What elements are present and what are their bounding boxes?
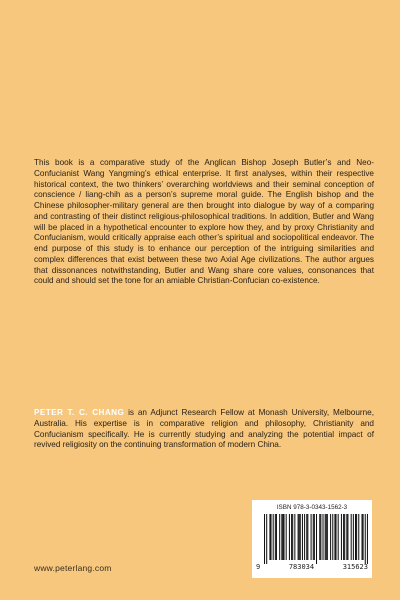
barcode-bar bbox=[273, 514, 274, 560]
barcode-bar bbox=[341, 514, 342, 560]
book-description: This book is a comparative study of the Anglican Bishop Joseph Butler’s and Neo-Confucianist Wang Yangming’s ethical enterprise. It first analyses, within their respective historical context, the two thinkers’ overarching worldviews and their seminal conception of conscience / liang-chih as a person’s supreme moral guide. The English bishop and the Chinese philosopher-military general are then brought into dialogue by way of a comparing and contrasting of their distinct religious-philosophical traditions. In addition, Butler and Wang will be placed in a hypothetical encounter to explore how they, and by proxy Christianity and Confucianism, would critically appraise each other’s spiritual and sociopolitical endeavor. The end purpose of this study is to enhance our perception of the intriguing similarities and complex differences that exist between these two Axial Age civilizations. The author argues that dissonances notwithstanding, Butler and Wang share core values, consonances that could and should set the tone for an amiable Christian-Confucian co-existence. bbox=[34, 158, 374, 286]
barcode-bar bbox=[319, 514, 320, 560]
barcode-bar bbox=[363, 514, 364, 560]
barcode-bar bbox=[353, 514, 354, 560]
barcode-bar bbox=[326, 514, 327, 560]
barcode-bar bbox=[330, 514, 331, 560]
barcode-bar bbox=[338, 514, 339, 560]
barcode-bar bbox=[334, 514, 335, 560]
barcode-bar bbox=[264, 514, 265, 564]
author-bio-text: is an Adjunct Research Fellow at Monash University, Melbourne, Australia. His expertise is in comparative religion and philosophy, Christianity and Confucianism specifically. He is currently studying and analyzing the potential impact of revived religiosity on the continuing transformation of modern China. bbox=[34, 408, 374, 450]
barcode-bar bbox=[314, 514, 315, 560]
barcode-bar bbox=[302, 514, 303, 560]
barcode-bar bbox=[276, 514, 277, 560]
barcode-bar bbox=[358, 514, 359, 560]
barcode-bars bbox=[264, 514, 368, 564]
publisher-website: www.peterlang.com bbox=[34, 563, 112, 573]
barcode-bar bbox=[300, 514, 301, 560]
isbn-barcode bbox=[252, 500, 372, 578]
barcode-bar bbox=[269, 514, 270, 560]
barcode-digit-lead: 9 bbox=[256, 563, 261, 571]
barcode-bar bbox=[325, 514, 326, 560]
author-name: PETER T. C. CHANG bbox=[34, 408, 125, 417]
barcode-bar bbox=[279, 514, 280, 560]
barcode-bar bbox=[313, 514, 314, 560]
barcode-bar bbox=[356, 514, 357, 560]
barcode-bar bbox=[336, 514, 337, 560]
barcode-bar bbox=[284, 514, 285, 560]
barcode-bar bbox=[343, 514, 344, 560]
barcode-bar bbox=[362, 514, 363, 560]
barcode-bar bbox=[365, 514, 366, 564]
barcode-bar bbox=[355, 514, 356, 560]
barcode-bar bbox=[298, 514, 299, 560]
barcode-bar bbox=[332, 514, 333, 560]
barcode-bar bbox=[289, 514, 290, 560]
barcode-bar bbox=[294, 514, 295, 560]
barcode-bar bbox=[286, 514, 287, 560]
barcode-digits-right: 315623 bbox=[342, 563, 368, 571]
barcode-bar bbox=[367, 514, 368, 564]
barcode-bar bbox=[292, 514, 293, 560]
barcode-bar bbox=[347, 514, 348, 560]
barcode-bar bbox=[266, 514, 267, 564]
barcode-digits-left: 783034 bbox=[288, 563, 315, 571]
barcode-bar bbox=[351, 514, 352, 560]
barcode-bar bbox=[320, 514, 321, 560]
author-bio bbox=[34, 408, 374, 451]
barcode-bar bbox=[316, 514, 317, 564]
barcode-bar bbox=[307, 514, 308, 560]
barcode-bar bbox=[291, 514, 292, 560]
barcode-bar bbox=[306, 514, 307, 560]
barcode-bar bbox=[281, 514, 282, 560]
barcode-bar bbox=[311, 514, 312, 560]
barcode-bar bbox=[299, 514, 300, 560]
barcode-bar bbox=[327, 514, 328, 560]
barcode-bar bbox=[304, 514, 305, 560]
barcode-bar bbox=[344, 514, 345, 560]
barcode-bar bbox=[271, 514, 272, 560]
barcode-bar bbox=[323, 514, 324, 560]
barcode-digits bbox=[256, 563, 368, 571]
barcode-bar bbox=[282, 514, 283, 560]
barcode-bar bbox=[346, 514, 347, 560]
barcode-bar bbox=[275, 514, 276, 560]
isbn-number: ISBN 978-3-0343-1562-3 bbox=[276, 504, 348, 511]
